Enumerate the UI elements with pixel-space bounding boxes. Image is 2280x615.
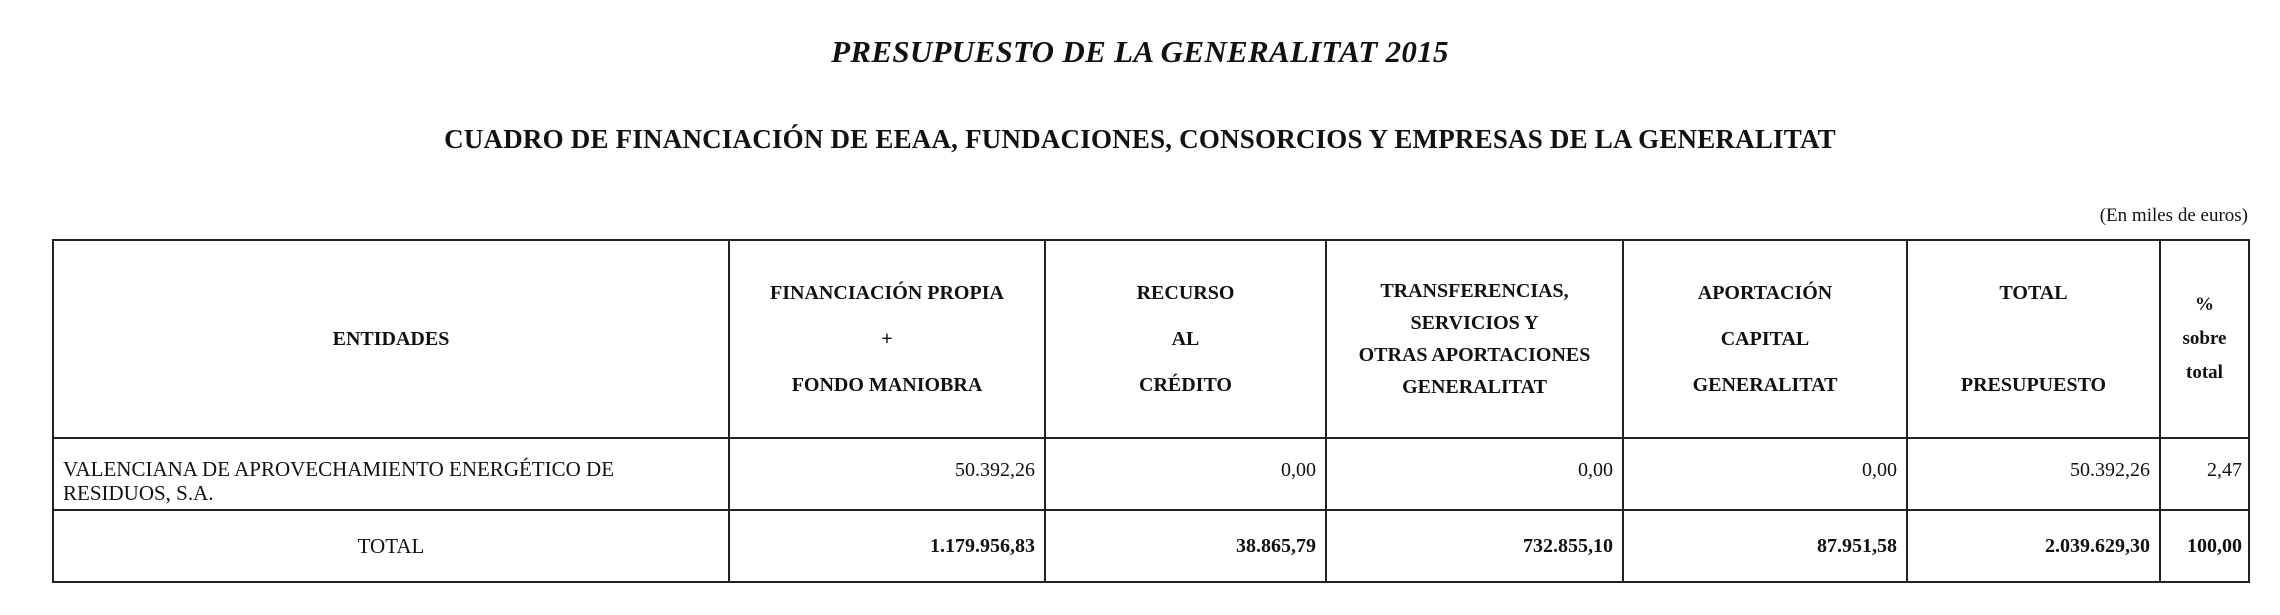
header-entidades: [53, 240, 729, 438]
table-total-row: [53, 510, 2249, 582]
cell-entidad: VALENCIANA DE APROVECHAMIENTO ENERGÉTICO DE RESIDUOS, S.A.: [53, 438, 729, 510]
cell-total-recurso-credito: 38.865,79: [1045, 510, 1326, 582]
header-financiacion-line: +: [881, 328, 893, 350]
header-transferencias-line: GENERALITAT: [1402, 376, 1547, 398]
header-transferencias: [1326, 240, 1623, 438]
header-aportacion-capital: [1623, 240, 1907, 438]
header-recurso-line: CRÉDITO: [1139, 374, 1232, 396]
header-transferencias-line: OTRAS APORTACIONES: [1358, 344, 1591, 366]
cell-total-aportacion-capital: 87.951,58: [1623, 510, 1907, 582]
cell-financiacion-propia: 50.392,26: [729, 438, 1045, 510]
cell-transferencias: 0,00: [1326, 438, 1623, 510]
header-aportacion-line: CAPITAL: [1720, 328, 1810, 350]
header-aportacion-line: APORTACIÓN: [1697, 282, 1833, 304]
header-pct-line: %: [2195, 294, 2214, 315]
header-total-line: PRESUPUESTO: [1960, 374, 2107, 396]
cell-total-total-presupuesto: 2.039.629,30: [1907, 510, 2160, 582]
header-pct-line: sobre: [2182, 328, 2227, 349]
cell-total-transferencias: 732.855,10: [1326, 510, 1623, 582]
header-financiacion-line: FONDO MANIOBRA: [791, 374, 983, 396]
header-pct-total: [2160, 240, 2249, 438]
header-recurso-credito: [1045, 240, 1326, 438]
cell-total-financiacion-propia: 1.179.956,83: [729, 510, 1045, 582]
header-total-presupuesto: [1907, 240, 2160, 438]
header-recurso-line: RECURSO: [1136, 282, 1235, 304]
header-entidades-label: ENTIDADES: [332, 328, 450, 350]
units-note: (En miles de euros): [2099, 205, 2248, 226]
cell-recurso-credito: 0,00: [1045, 438, 1326, 510]
document-title: PRESUPUESTO DE LA GENERALITAT 2015: [831, 34, 1449, 69]
table-header-row: [53, 240, 2249, 438]
cell-aportacion-capital: 0,00: [1623, 438, 1907, 510]
table-row: [53, 438, 2249, 510]
cell-total-label: TOTAL: [53, 510, 729, 582]
header-financiacion-propia: [729, 240, 1045, 438]
header-recurso-line: AL: [1171, 328, 1200, 350]
header-transferencias-line: SERVICIOS Y: [1410, 312, 1539, 334]
financing-table: [52, 239, 2250, 583]
header-aportacion-line: GENERALITAT: [1692, 374, 1838, 396]
document-subtitle: CUADRO DE FINANCIACIÓN DE EEAA, FUNDACIONES, CONSORCIOS Y EMPRESAS DE LA GENERALITAT: [444, 124, 1836, 154]
cell-pct-total: 2,47: [2160, 438, 2249, 510]
header-pct-line: total: [2186, 362, 2223, 383]
cell-total-presupuesto: 50.392,26: [1907, 438, 2160, 510]
cell-total-pct-total: 100,00: [2160, 510, 2249, 582]
header-transferencias-line: TRANSFERENCIAS,: [1380, 280, 1569, 302]
header-total-line: TOTAL: [1999, 282, 2068, 304]
header-financiacion-line: FINANCIACIÓN PROPIA: [770, 282, 1004, 304]
